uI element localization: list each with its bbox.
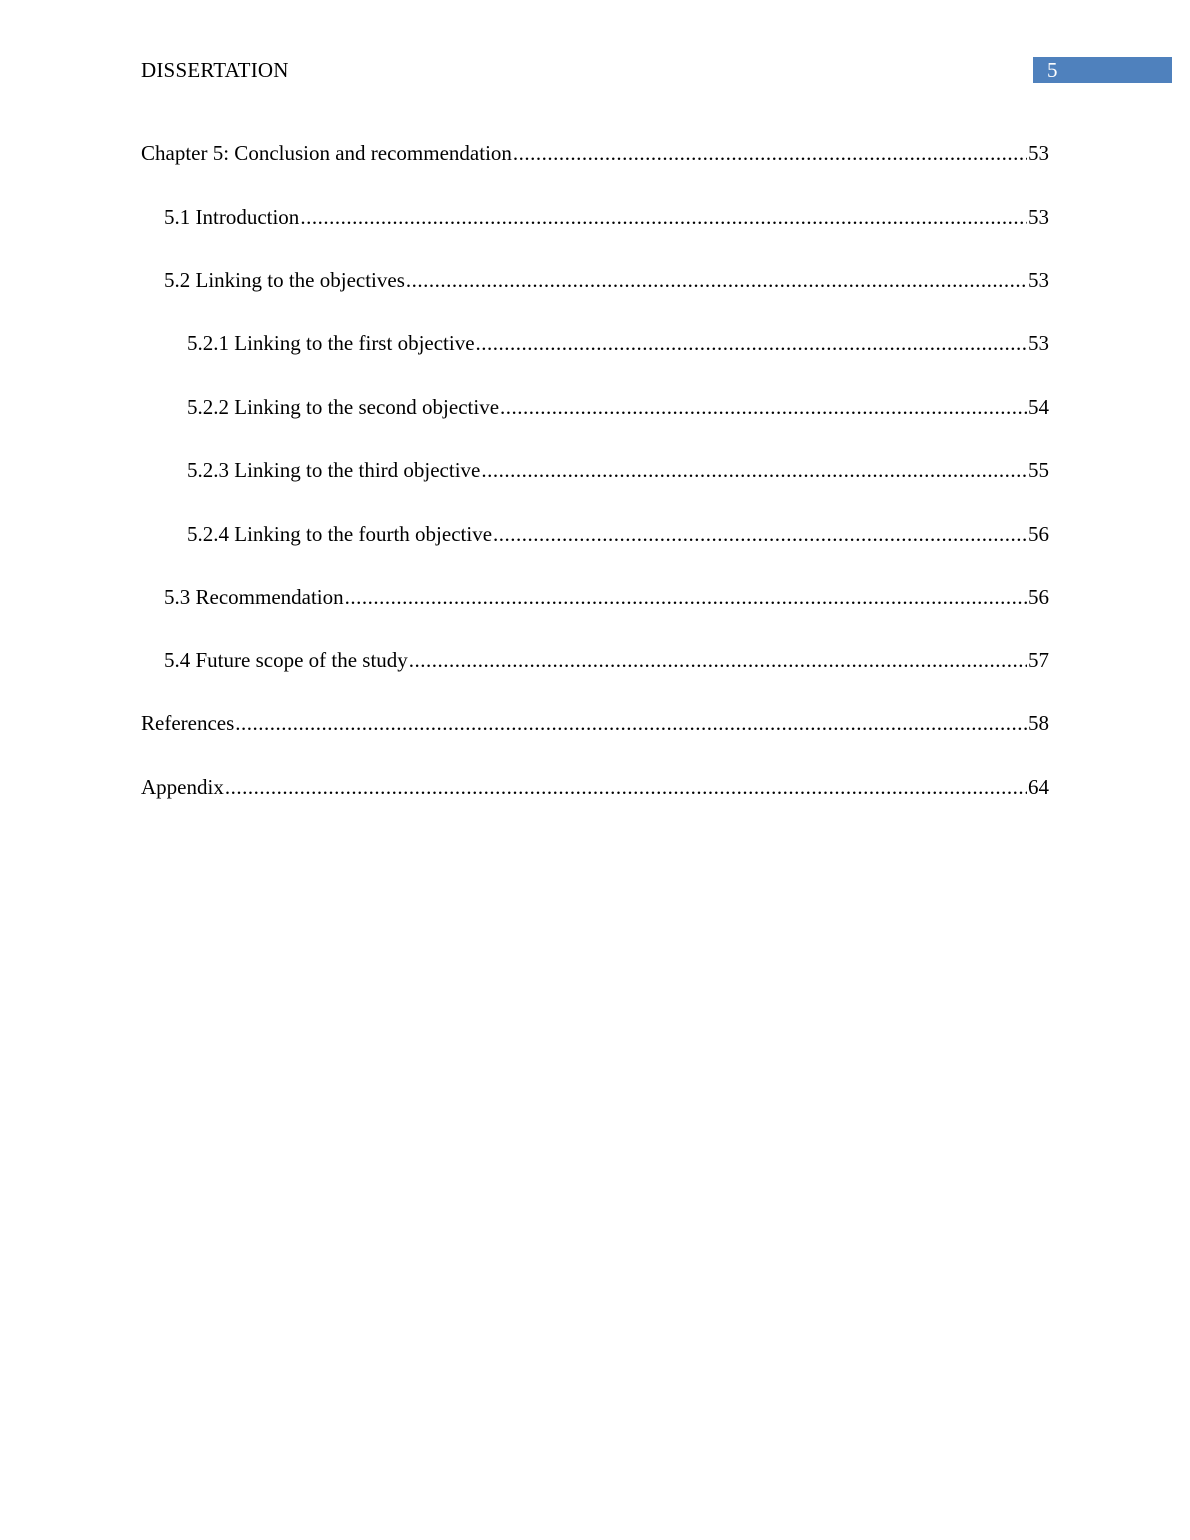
toc-entry-label: 5.1 Introduction — [164, 205, 300, 229]
toc-entry-5-1[interactable] — [164, 203, 1049, 231]
toc-entry-5-2[interactable] — [164, 266, 1049, 294]
toc-entry-page: 55 — [1028, 458, 1049, 482]
toc-entry-label: 5.2.2 Linking to the second objective — [187, 395, 500, 419]
toc-entry-label: Chapter 5: Conclusion and recommendation — [141, 141, 512, 165]
toc-entry-page: 53 — [1028, 205, 1049, 229]
toc-entry-chapter-5[interactable] — [141, 139, 1049, 167]
toc-dot-leader — [345, 583, 1027, 611]
toc-entry-page: 53 — [1028, 141, 1049, 165]
toc-dot-leader — [481, 456, 1027, 484]
page-number: 5 — [1047, 58, 1058, 82]
toc-entry-5-4[interactable] — [164, 646, 1049, 674]
toc-entry-appendix[interactable] — [141, 773, 1049, 801]
toc-entry-5-2-3[interactable] — [187, 456, 1049, 484]
toc-dot-leader — [493, 520, 1027, 548]
toc-entry-references[interactable] — [141, 709, 1049, 737]
toc-entry-label: 5.4 Future scope of the study — [164, 648, 408, 672]
toc-entry-page: 64 — [1028, 775, 1049, 799]
toc-dot-leader — [513, 139, 1027, 167]
toc-dot-leader — [476, 329, 1027, 357]
toc-entry-label: 5.2.4 Linking to the fourth objective — [187, 522, 493, 546]
toc-entry-page: 53 — [1028, 268, 1049, 292]
toc-entry-label: 5.2.3 Linking to the third objective — [187, 458, 481, 482]
toc-entry-label: Appendix — [141, 775, 224, 799]
running-header-title: DISSERTATION — [141, 58, 289, 82]
toc-dot-leader — [409, 646, 1027, 674]
toc-dot-leader — [225, 773, 1027, 801]
toc-entry-page: 53 — [1028, 331, 1049, 355]
toc-entry-page: 58 — [1028, 711, 1049, 735]
toc-entry-label: 5.2.1 Linking to the first objective — [187, 331, 475, 355]
toc-entry-label: 5.3 Recommendation — [164, 585, 344, 609]
toc-entry-label: References — [141, 711, 235, 735]
toc-entry-5-3[interactable] — [164, 583, 1049, 611]
toc-entry-page: 56 — [1028, 522, 1049, 546]
toc-entry-5-2-1[interactable] — [187, 329, 1049, 357]
toc-entry-page: 57 — [1028, 648, 1049, 672]
page-number-badge — [1033, 57, 1172, 83]
toc-entry-page: 54 — [1028, 395, 1049, 419]
toc-dot-leader — [235, 709, 1027, 737]
toc-entry-page: 56 — [1028, 585, 1049, 609]
toc-entry-5-2-2[interactable] — [187, 393, 1049, 421]
toc-entry-5-2-4[interactable] — [187, 520, 1049, 548]
toc-dot-leader — [406, 266, 1027, 294]
toc-dot-leader — [500, 393, 1027, 421]
toc-entry-label: 5.2 Linking to the objectives — [164, 268, 405, 292]
toc-dot-leader — [300, 203, 1027, 231]
